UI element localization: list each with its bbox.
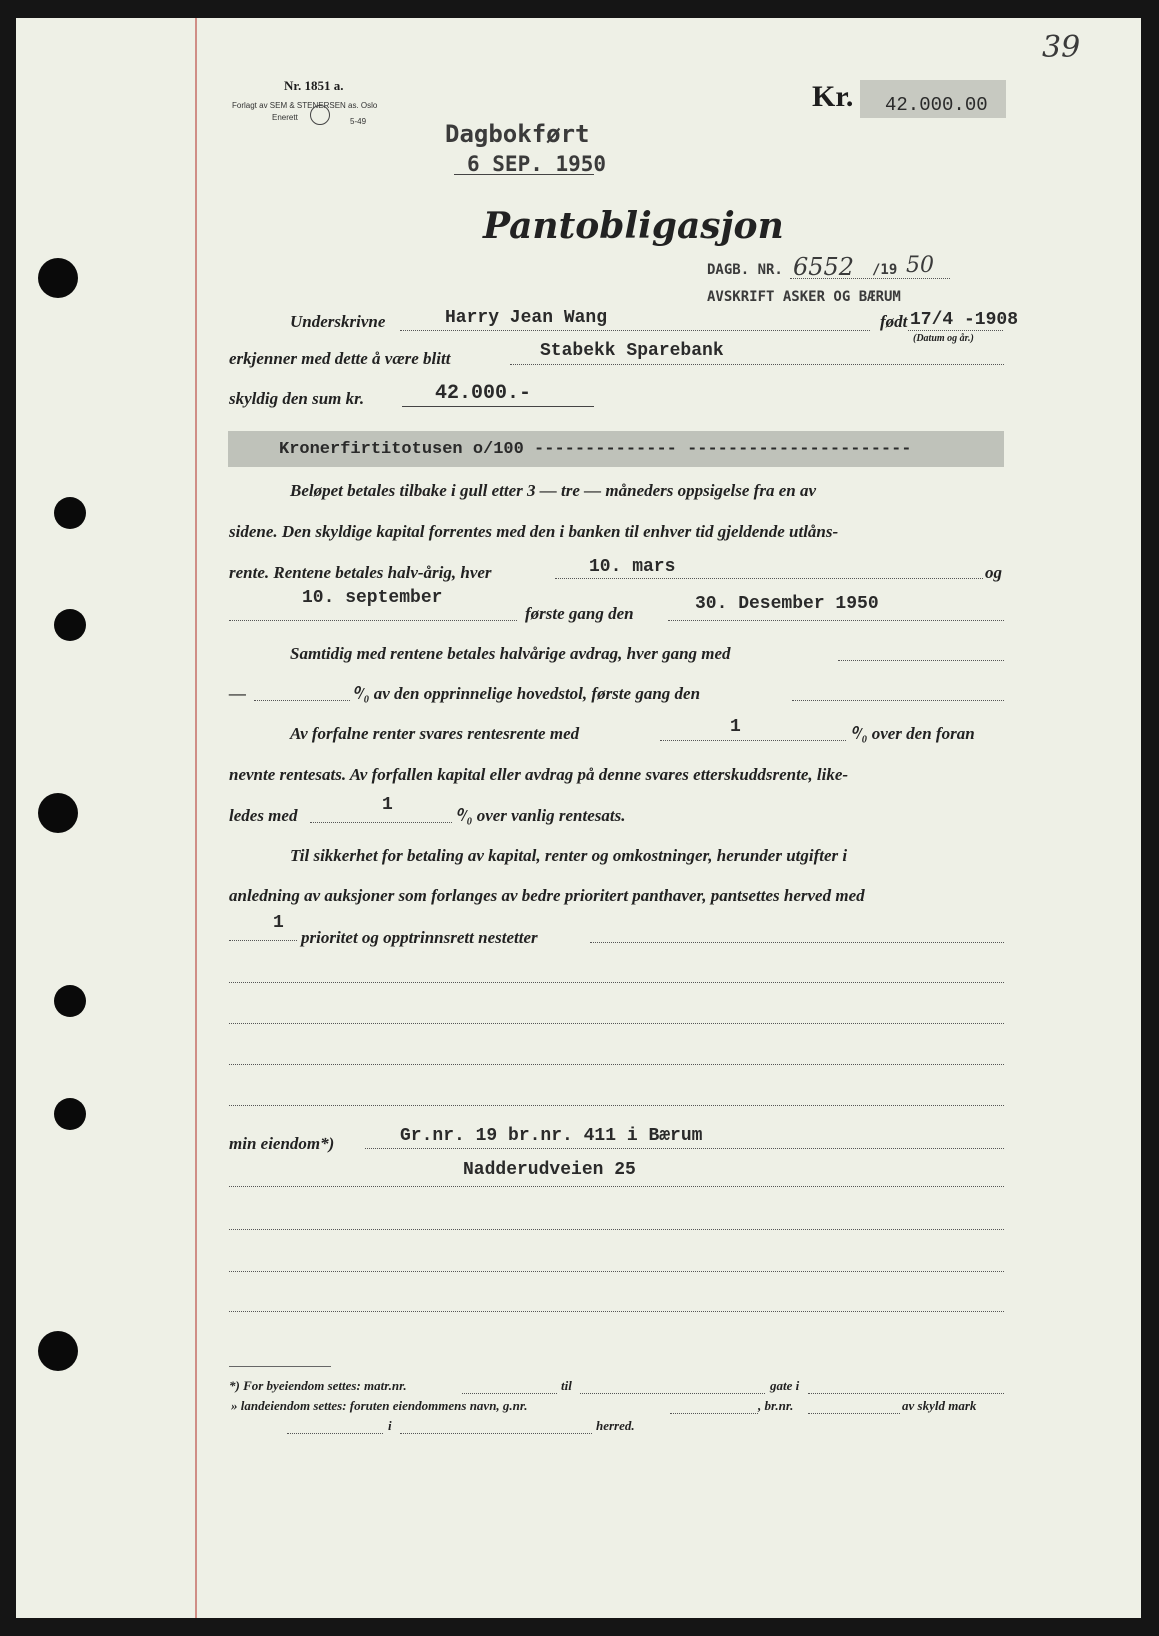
body-line: ⁰/₀ over den foran [850, 724, 975, 743]
blank-line [229, 1064, 1004, 1065]
form-date-code: 5-49 [350, 117, 367, 126]
body-line: Samtidig med rentene betales halvårige avdrag, hver gang med [290, 644, 731, 663]
avskrift-stamp: AVSKRIFT ASKER OG BÆRUM [707, 289, 901, 305]
fodt-label: født [880, 312, 908, 331]
kr-label: Kr. [812, 80, 854, 113]
footnote-brnr: , br.nr. [758, 1398, 794, 1413]
punch-hole [54, 985, 86, 1017]
blank-line [229, 1229, 1004, 1230]
footnote-dots [400, 1433, 592, 1434]
dash: — [229, 684, 246, 703]
blank-line [229, 1186, 1004, 1187]
footnote-dots [808, 1393, 1004, 1394]
rentesrente-line [660, 740, 846, 741]
property-line-1: Gr.nr. 19 br.nr. 411 i Bærum [400, 1126, 703, 1146]
property-line-1-rule [365, 1148, 1004, 1149]
creditor-name: Stabekk Sparebank [540, 341, 724, 361]
punch-hole [54, 1098, 86, 1130]
footnote-til: til [561, 1378, 572, 1393]
first-payment-line [668, 620, 1004, 621]
body-line: Til sikkerhet for betaling av kapital, renter og omkostninger, herunder utgifter i [290, 846, 848, 865]
footnote-dots [580, 1393, 765, 1394]
sum-underline [402, 406, 594, 407]
erkjenner-label: erkjenner med dette å være blitt [229, 349, 451, 368]
blank-line [229, 1271, 1004, 1272]
nestetter-line [590, 942, 1004, 943]
kr-amount: 42.000.00 [885, 94, 988, 116]
punch-hole [38, 258, 78, 298]
footnote-dots [670, 1413, 758, 1414]
dagbokfort-stamp: Dagbokført [445, 120, 590, 148]
dagbok-label: DAGB. NR. [707, 262, 783, 278]
sum-value: 42.000.- [435, 382, 532, 405]
enerett-label: Enerett [272, 113, 298, 122]
punch-hole [54, 609, 86, 641]
body-line: sidene. Den skyldige kapital forrentes med den i banken til enhver tid gjeldende utlåns- [229, 522, 839, 541]
dagbok-line [790, 278, 950, 279]
interest-date-1: 10. mars [589, 557, 676, 577]
footnote-skyld: av skyld mark [902, 1398, 977, 1413]
avdrag-line [838, 660, 1004, 661]
amount-in-words: Kronerfirtitotusen o/100 -------------- ---------------------- [279, 440, 912, 459]
body-line: ⁰/₀ av den opprinnelige hovedstol, første gang den [352, 684, 701, 703]
stamp-underline [454, 174, 594, 175]
body-line: ledes med [229, 806, 298, 825]
overdue-rate-line [310, 822, 452, 823]
blank-line [229, 982, 1004, 983]
debtor-line [400, 330, 870, 331]
page-number: 39 [1042, 30, 1081, 65]
document-title: Pantobligasjon [483, 205, 784, 247]
first-avdrag-line [792, 700, 1004, 701]
birth-line [908, 330, 1003, 331]
underskrivne-label: Underskrivne [290, 312, 386, 331]
footnote-dots [287, 1433, 383, 1434]
publisher-line: Forlagt av SEM & STENERSEN as. Oslo [232, 101, 378, 110]
footnote-dots [462, 1393, 557, 1394]
body-line: prioritet og opptrinnsrett nestetter [301, 928, 538, 947]
skyldig-label: skyldig den sum kr. [229, 389, 365, 408]
punch-hole [54, 497, 86, 529]
stamp-date: 6 SEP. 1950 [467, 152, 607, 176]
interest-date-1-line [555, 578, 983, 579]
property-line-2: Nadderudveien 25 [463, 1160, 636, 1180]
first-payment-date: 30. Desember 1950 [695, 594, 879, 614]
blank-line [229, 1023, 1004, 1024]
eiendom-label: min eiendom*) [229, 1134, 335, 1153]
percent-line [254, 700, 350, 701]
overdue-rate-value: 1 [382, 795, 393, 815]
blank-line [229, 1105, 1004, 1106]
punch-hole [38, 793, 78, 833]
priority-line [229, 940, 297, 941]
datum-note: (Datum og år.) [913, 333, 974, 344]
rentesrente-value: 1 [730, 717, 741, 737]
footnote-gate: gate i [770, 1378, 800, 1393]
footnote-i: i [388, 1418, 392, 1433]
forste-gang-label: første gang den [525, 604, 634, 623]
footnote-dots [808, 1413, 900, 1414]
priority-value: 1 [273, 913, 284, 933]
blank-line [229, 1311, 1004, 1312]
debtor-name: Harry Jean Wang [445, 308, 608, 328]
punch-hole [38, 1331, 78, 1371]
birth-date: 17/4 -1908 [910, 310, 1019, 330]
dagbok-year: 50 [906, 253, 934, 278]
body-line: nevnte rentesats. Av forfallen kapital eller avdrag på denne svares etterskuddsrente, like- [229, 765, 849, 784]
publisher-logo-icon [310, 105, 330, 125]
margin-rule [195, 18, 197, 1618]
footnote-herred: herred. [596, 1418, 635, 1433]
og-label: og [985, 563, 1002, 582]
body-line: anledning av auksjoner som forlanges av bedre prioritert panthaver, pantsettes herved med [229, 886, 865, 905]
dagbok-year-prefix: /19 [872, 262, 898, 278]
interest-date-2-line [229, 620, 517, 621]
footnote-line: *) For byeiendom settes: matr.nr. [229, 1378, 407, 1393]
interest-date-2: 10. september [302, 588, 443, 608]
form-number: Nr. 1851 a. [284, 78, 344, 93]
body-line: Av forfalne renter svares rentesrente med [290, 724, 580, 743]
body-line: rente. Rentene betales halv-årig, hver [229, 563, 492, 582]
dagbok-number: 6552 [793, 253, 855, 281]
creditor-line [510, 364, 1004, 365]
body-line: ⁰/₀ over vanlig rentesats. [455, 806, 626, 825]
body-line: Beløpet betales tilbake i gull etter 3 — tre — måneders oppsigelse fra en av [290, 481, 816, 500]
footnote-rule [229, 1366, 331, 1367]
footnote-line: » landeiendom settes: foruten eiendommens navn, g.nr. [231, 1398, 528, 1413]
